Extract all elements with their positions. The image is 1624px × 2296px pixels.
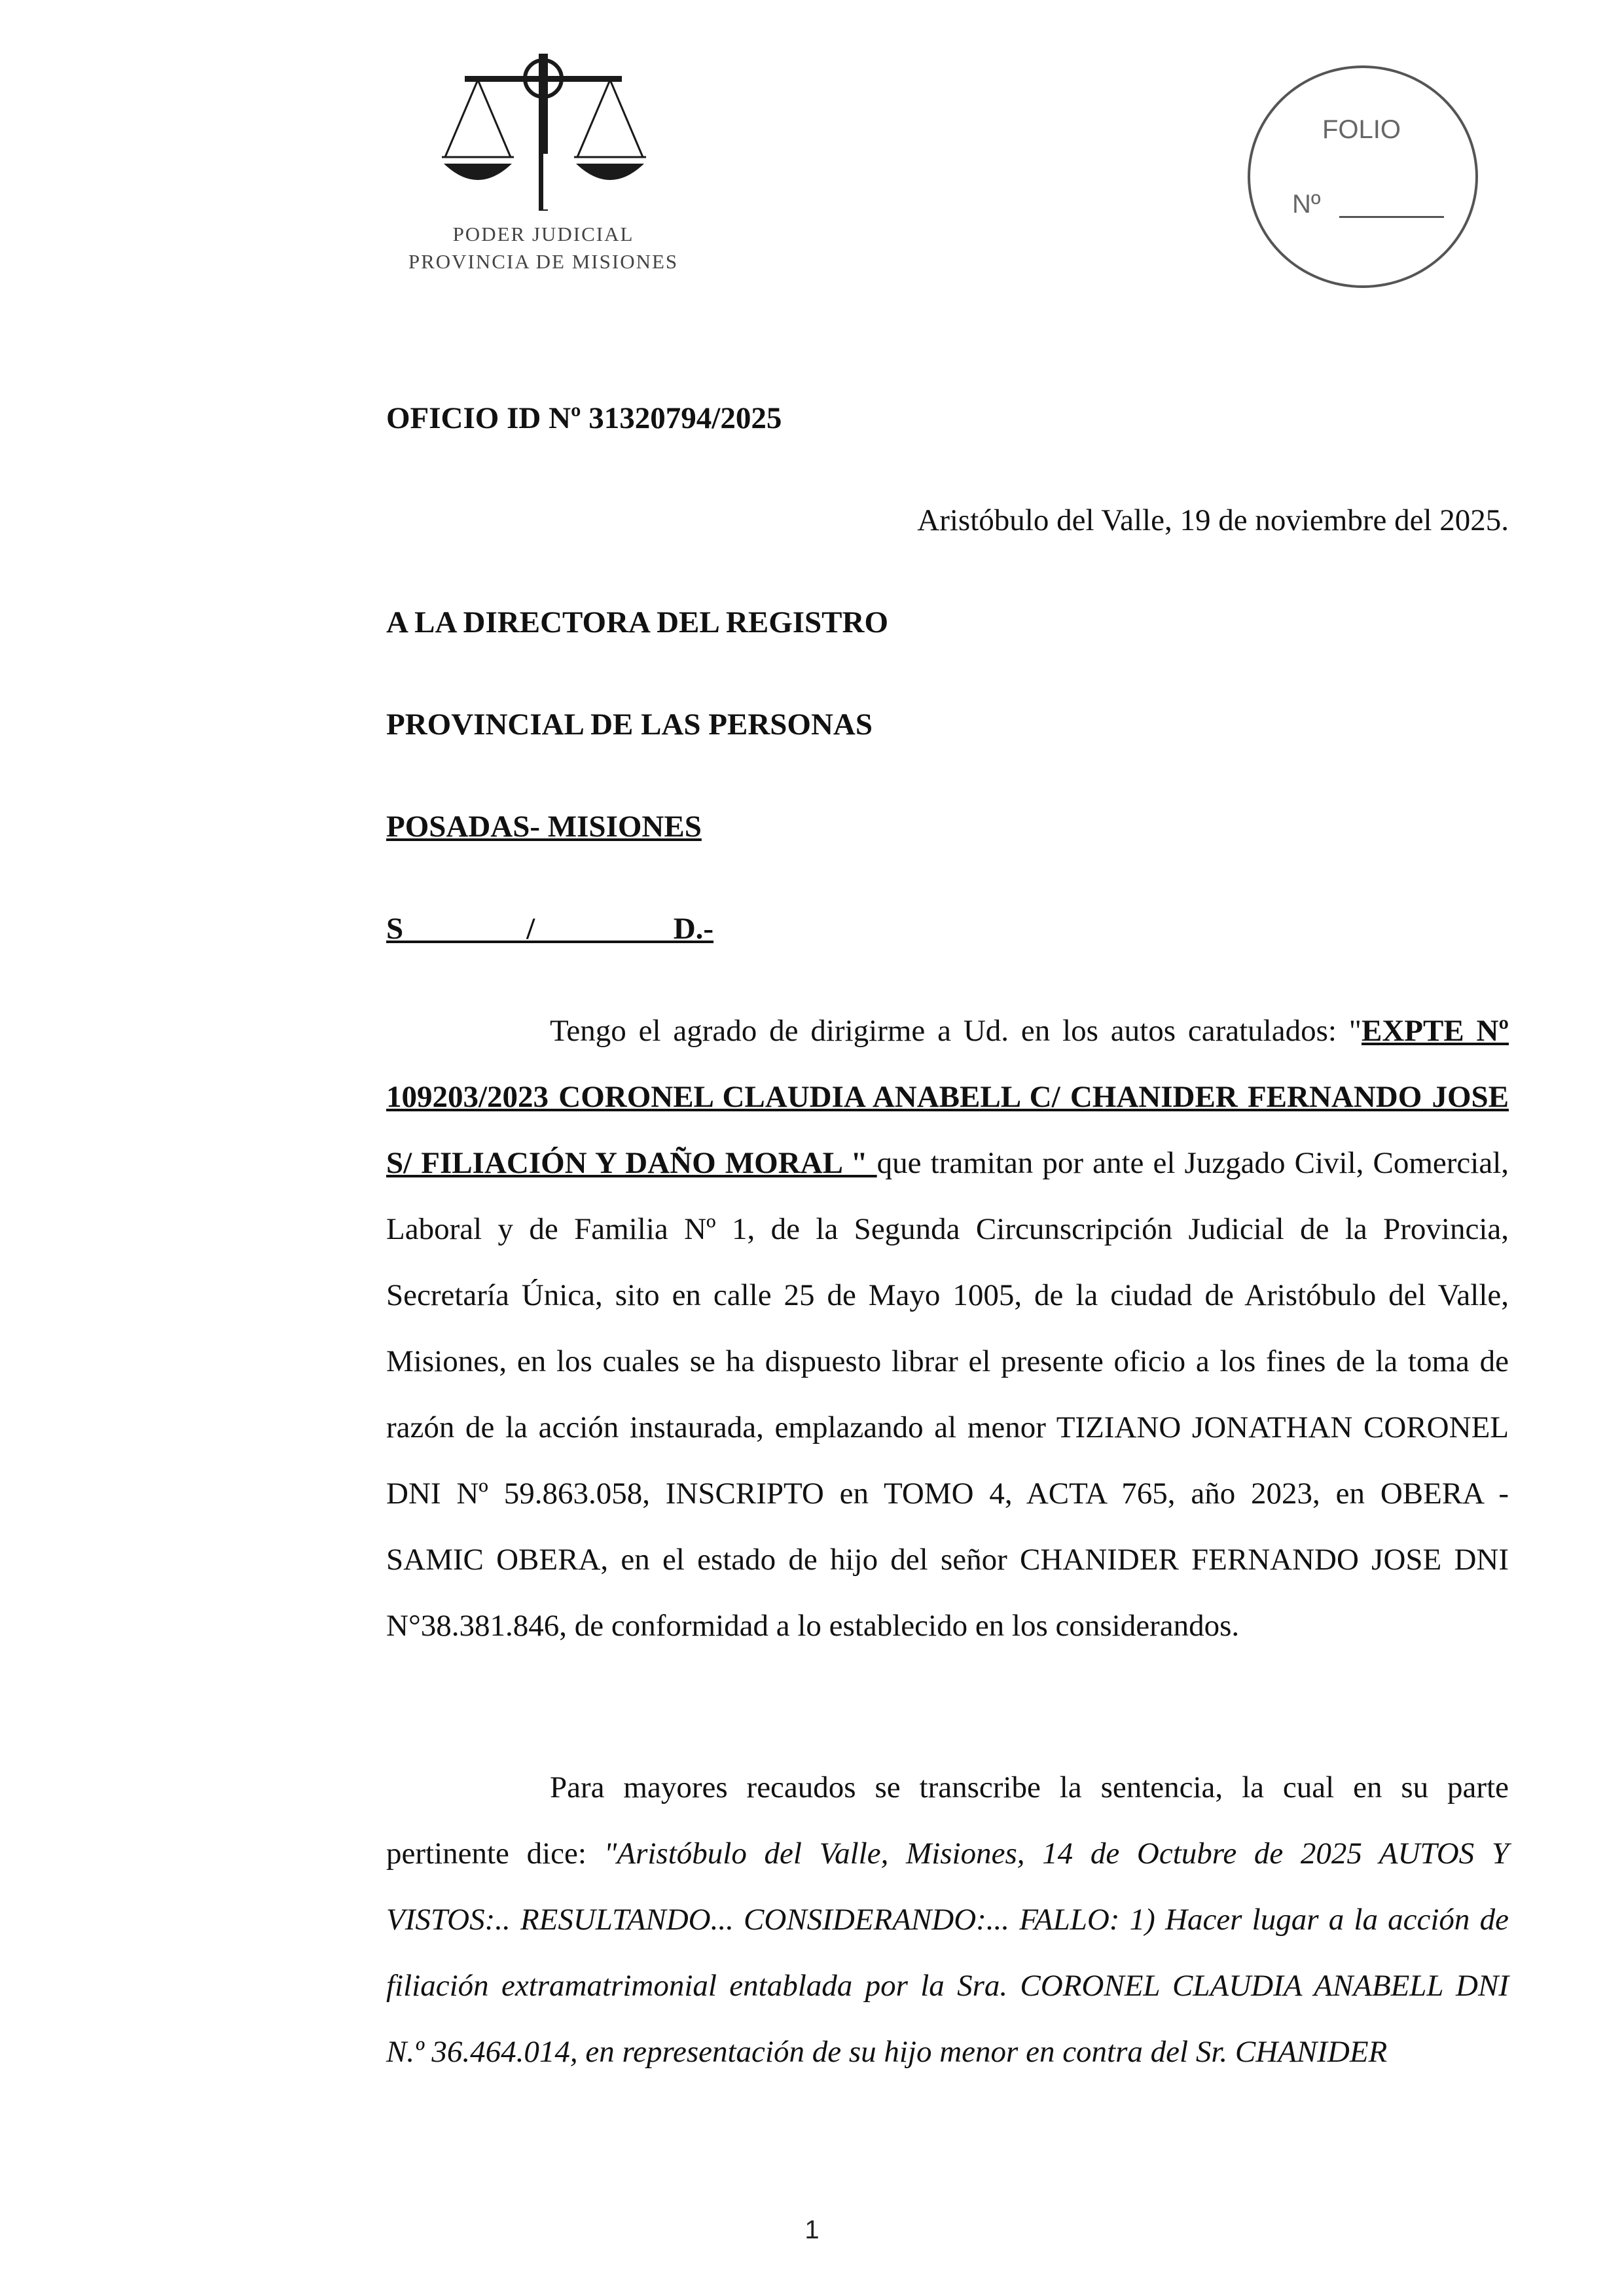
- addressee-line-4: S________/_________D.-: [386, 912, 714, 946]
- paragraph-2-intro: Para mayores recaudos se transcribe la sentencia, la cual en su parte pertinente dice:: [386, 1770, 1509, 1871]
- paragraph-2: [386, 1755, 1509, 2085]
- paragraph-1-rest: que tramitan por ante el Juzgado Civil, Comercial, Laboral y de Familia Nº 1, de la Segunda Circunscripción Judicial de la Provincia, Secretaría Única, sito en calle 25 de Mayo 1005, de la ciudad de Aristóbulo del Valle, Misiones, en los cuales se ha dispuesto librar el presente oficio a los fines de la toma de razón de la acción instaurada, emplazando al menor TIZIANO JONATHAN CORONEL DNI Nº 59.863.058, INSCRIPTO en TOMO 4, ACTA 765, año 2023, en OBERA - SAMIC OBERA, en el estado de hijo del señor CHANIDER FERNANDO JOSE DNI N°38.381.846, de conformidad a lo establecido en los considerandos.: [386, 1146, 1509, 1643]
- page-number: 1: [804, 2215, 820, 2244]
- judicial-logo: [393, 39, 694, 288]
- oficio-id: OFICIO ID Nº 31320794/2025: [386, 401, 782, 435]
- logo-text-poder-judicial: PODER JUDICIAL: [452, 223, 634, 245]
- addressee-line-3: POSADAS- MISIONES: [386, 810, 702, 844]
- paragraph-1-intro: Tengo el agrado de dirigirme a Ud. en los autos caratulados: ": [550, 1014, 1362, 1048]
- addressee-line-1: A LA DIRECTORA DEL REGISTRO: [386, 605, 889, 639]
- case-title: EXPTE Nº 109203/2023 CORONEL CLAUDIA ANABELL C/ CHANIDER FERNANDO JOSE S/ FILIACIÓN Y DAÑO MORAL ": [386, 1014, 1509, 1180]
- folio-number-line: [1339, 216, 1444, 218]
- addressee-line-2: PROVINCIAL DE LAS PERSONAS: [386, 708, 873, 742]
- logo-text-provincia: PROVINCIA DE MISIONES: [408, 250, 679, 273]
- paragraph-1: [386, 998, 1509, 1659]
- place-date: Aristóbulo del Valle, 19 de noviembre del 2025.: [917, 503, 1509, 537]
- folio-stamp: [1248, 65, 1478, 288]
- folio-number-label: Nº: [1292, 190, 1321, 219]
- sentence-quote: "Aristóbulo del Valle, Misiones, 14 de Octubre de 2025 AUTOS Y VISTOS:.. RESULTANDO... CONSIDERANDO:... FALLO: 1) Hacer lugar a la acción de filiación extramatrimonial entablada por la Sra. CORONEL CLAUDIA ANABELL DNI N.º 36.464.014, en representación de su hijo menor en contra del Sr. CHANIDER: [386, 1837, 1509, 2069]
- scales-of-justice-icon: [439, 39, 648, 216]
- folio-label: FOLIO: [1322, 115, 1401, 144]
